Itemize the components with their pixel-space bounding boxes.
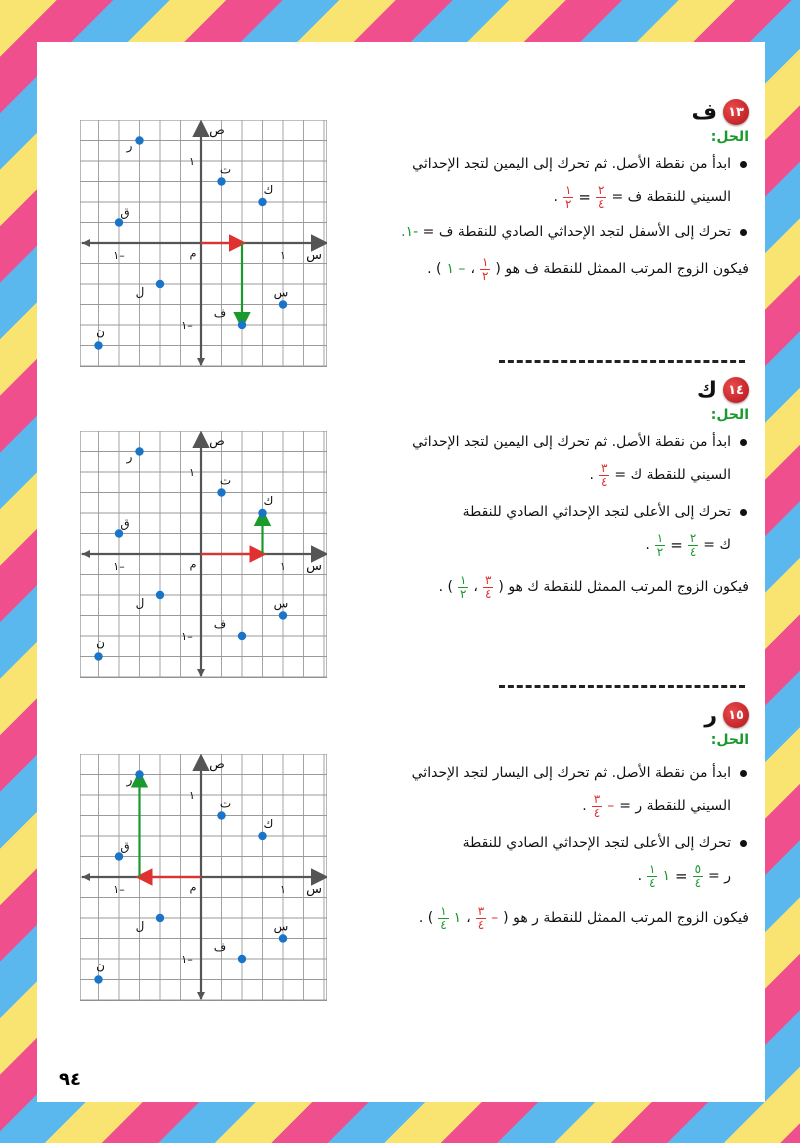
step-1-equation	[337, 455, 749, 495]
coordinate-grid-15	[80, 754, 327, 1001]
step-1-text: ابدأ من نقطة الأصل. ثم تحرك إلى اليسار لتجد الإحداثي	[337, 760, 749, 786]
grid-svg	[80, 431, 327, 678]
solution-text-14	[337, 375, 749, 607]
step-1-text: ابدأ من نقطة الأصل. ثم تحرك إلى اليمين لتجد الإحداثي	[337, 429, 749, 455]
minus-sign: –	[491, 910, 499, 926]
fraction: $\frac{٢}{٤}$	[689, 530, 697, 559]
result-prefix: فيكون الزوج المرتب الممثل للنقطة ف هو (	[495, 261, 749, 277]
fraction: $\frac{١}{٢}$	[564, 182, 572, 211]
step-1b-text: السيني للنقطة ف =	[611, 189, 731, 205]
worksheet-page	[37, 42, 765, 1102]
result-prefix: فيكون الزوج المرتب الممثل للنقطة ر هو (	[503, 910, 749, 926]
period: .	[553, 189, 558, 205]
period: .	[589, 467, 594, 483]
point-q	[115, 852, 123, 860]
section-divider	[499, 360, 745, 363]
point-label-f: ف	[213, 940, 227, 954]
result-suffix: ) .	[438, 579, 453, 595]
result-line	[337, 567, 749, 607]
step-1b-text: السيني للنقطة ر =	[619, 798, 731, 814]
tick-label-y: ١	[189, 466, 195, 479]
point-label-f: ف	[213, 617, 227, 631]
step-1-equation	[337, 177, 749, 217]
tick-label-y: ١–	[181, 953, 193, 966]
tick-label-x: ١	[280, 560, 286, 573]
solution-text-15	[337, 700, 749, 938]
result-fraction-x: $\frac{٣}{٤}$	[484, 572, 492, 601]
solution-label: الحل:	[710, 732, 749, 748]
coordinate-grid-13	[80, 120, 327, 367]
step-1-equation	[337, 786, 749, 826]
problem-header	[337, 700, 749, 730]
fraction: $\frac{٥}{٤}$	[694, 861, 702, 890]
equals-sign: =	[578, 188, 591, 206]
point-label-q: ق	[120, 839, 130, 854]
problem-letter: ف	[691, 99, 717, 125]
x-axis-label: س	[306, 559, 322, 574]
problem-letter: ر	[704, 702, 717, 728]
x-axis-label: س	[306, 882, 322, 897]
point-s	[279, 300, 287, 308]
mixed-whole: ١	[662, 868, 671, 884]
result-suffix: ) .	[427, 261, 442, 277]
minus-sign: –	[607, 798, 615, 814]
result-fraction: $\frac{١}{٢}$	[481, 254, 489, 283]
origin-label: م	[189, 558, 197, 571]
point-t	[217, 811, 225, 819]
point-label-q: ق	[120, 205, 130, 220]
y-axis-label: ص	[209, 434, 225, 449]
step-1b-text: السيني للنقطة ك =	[614, 467, 731, 483]
point-label-l: ل	[135, 596, 145, 610]
grid-svg	[80, 120, 327, 367]
point-label-t: ت	[219, 796, 232, 811]
point-label-k: ك	[263, 817, 274, 831]
point-label-n: ن	[96, 324, 105, 339]
point-t	[217, 488, 225, 496]
step-2b-text: ر =	[708, 868, 731, 884]
point-label-k: ك	[263, 494, 274, 508]
point-l	[156, 280, 164, 288]
tick-label-x: ١–	[113, 560, 125, 573]
point-label-n: ن	[96, 958, 105, 973]
point-k	[258, 509, 266, 517]
point-k	[258, 198, 266, 206]
point-r	[135, 447, 143, 455]
tick-label-x: ١–	[113, 883, 125, 896]
point-t	[217, 177, 225, 185]
point-f	[238, 955, 246, 963]
point-label-s: س	[273, 285, 289, 300]
step-2-text: تحرك إلى الأعلى لتجد الإحداثي الصادي للنقطة	[337, 830, 749, 856]
y-axis-label: ص	[209, 123, 225, 138]
fraction: $\frac{٣}{٤}$	[593, 791, 601, 820]
solution-label: الحل:	[710, 129, 749, 145]
point-r	[135, 136, 143, 144]
point-n	[94, 652, 102, 660]
mixed-fraction: $\frac{١}{٤}$	[649, 861, 656, 890]
problem-number-badge: ١٥	[723, 702, 749, 728]
point-label-s: س	[273, 596, 289, 611]
result-prefix: فيكون الزوج المرتب الممثل للنقطة ك هو (	[498, 579, 749, 595]
point-n	[94, 975, 102, 983]
point-f	[238, 632, 246, 640]
result-separator: ،	[473, 579, 478, 595]
solution-label: الحل:	[710, 407, 749, 423]
problem-number-badge: ١٣	[723, 99, 749, 125]
point-l	[156, 914, 164, 922]
result-line	[337, 898, 749, 938]
point-n	[94, 341, 102, 349]
point-label-k: ك	[263, 183, 274, 197]
point-label-r: ر	[126, 772, 133, 787]
point-l	[156, 591, 164, 599]
tick-label-x: ١	[280, 883, 286, 896]
fraction: $\frac{١}{٢}$	[656, 530, 664, 559]
result-mixed-fraction: $\frac{١}{٤}$	[440, 903, 447, 932]
result-suffix: ) .	[418, 910, 434, 926]
period: .	[582, 798, 587, 814]
step-2b-text: ك =	[703, 537, 731, 553]
fraction: $\frac{٢}{٤}$	[597, 182, 605, 211]
point-label-t: ت	[219, 162, 232, 177]
section-divider	[499, 685, 745, 688]
tick-label-x: ١	[280, 249, 286, 262]
point-k	[258, 832, 266, 840]
point-label-s: س	[273, 919, 289, 934]
step-2-equation	[337, 525, 749, 565]
result-mixed-whole: ١	[453, 910, 462, 926]
solution-text-13	[337, 97, 749, 289]
y-axis-label: ص	[209, 757, 225, 772]
coordinate-grid-14	[80, 431, 327, 678]
result-separator: ،	[466, 910, 471, 926]
point-label-t: ت	[219, 473, 232, 488]
grid-svg	[80, 754, 327, 1001]
period: .	[645, 537, 650, 553]
equals-sign: =	[675, 867, 688, 885]
point-label-l: ل	[135, 919, 145, 933]
step-2-equation	[337, 856, 749, 896]
result-line	[337, 249, 749, 289]
y-value: -١.	[401, 224, 419, 240]
point-label-l: ل	[135, 285, 145, 299]
point-s	[279, 611, 287, 619]
step-1-text: ابدأ من نقطة الأصل. ثم تحرك إلى اليمين لتجد الإحداثي	[337, 151, 749, 177]
result-fraction-y: $\frac{١}{٢}$	[459, 572, 467, 601]
point-label-f: ف	[213, 306, 227, 320]
problem-number-badge: ١٤	[723, 377, 749, 403]
step-2-text: تحرك إلى الأسفل لتجد الإحداثي الصادي للنقطة ف = -١.	[337, 219, 749, 245]
point-label-r: ر	[126, 449, 133, 464]
point-label-q: ق	[120, 516, 130, 531]
point-r	[135, 770, 143, 778]
period: .	[637, 868, 643, 884]
origin-label: م	[189, 247, 197, 260]
point-q	[115, 218, 123, 226]
result-separator: ،	[470, 261, 475, 277]
point-label-n: ن	[96, 635, 105, 650]
origin-label: م	[189, 881, 197, 894]
tick-label-y: ١–	[181, 319, 193, 332]
fraction: $\frac{٣}{٤}$	[600, 460, 608, 489]
point-s	[279, 934, 287, 942]
step-2-text: تحرك إلى الأعلى لتجد الإحداثي الصادي للنقطة	[337, 499, 749, 525]
result-y: – ١	[446, 261, 466, 277]
problem-letter: ك	[696, 377, 717, 403]
tick-label-y: ١	[189, 155, 195, 168]
point-q	[115, 529, 123, 537]
point-label-r: ر	[126, 138, 133, 153]
tick-label-x: ١–	[113, 249, 125, 262]
page-number: ٩٤	[59, 1069, 81, 1090]
tick-label-y: ١	[189, 789, 195, 802]
problem-header	[337, 375, 749, 405]
x-axis-label: س	[306, 248, 322, 263]
point-f	[238, 321, 246, 329]
equals-sign: =	[670, 536, 683, 554]
tick-label-y: ١–	[181, 630, 193, 643]
result-fraction-x: $\frac{٣}{٤}$	[477, 903, 485, 932]
problem-header	[337, 97, 749, 127]
